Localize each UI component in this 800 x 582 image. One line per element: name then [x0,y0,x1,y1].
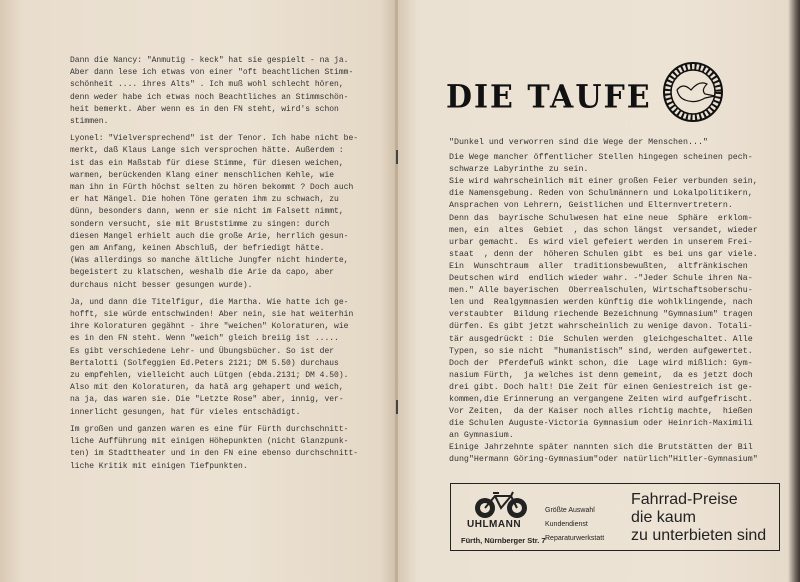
text-line: merkt, daß Klaus Lange sich versprochen hätte. Außerdem : [70,146,344,156]
text-line: er hat Mängel. Die hohen Töne geraten ihm zu schwach, zu [70,195,339,205]
text-line: dung"Hermann Göring-Gymnasium"oder natürlich"Hitler-Gymnasium" [449,455,758,465]
ad-address: Fürth, Nürnberger Str. 7 [461,536,546,545]
left-page [0,0,396,582]
text-line: verstaubter Bildung riechende Bezeichnung "Gymnasium" tragen [449,310,753,320]
text-line: na ja, das waren sie. Die "Letzte Rose" aber, innig, ver- [70,395,344,405]
paragraph [70,133,390,292]
text-line: innerlicht gesungen, hat für vieles entschädigt. [70,407,301,417]
text-line: "Dunkel und verworren sind die Wege der Menschen..." [449,138,708,147]
text-line: zu empfehlen, vielleicht auch Lütgen (ebda.2131; DM 4.50). [70,371,349,381]
text-line: men." Alle bayerischen Oberrealschulen, Wirtschaftsoberschu- [449,286,753,296]
text-line: schwarze Labyrinthe zu sein. [449,165,589,175]
text-line: warmen, berückenden Klang einer menschlichen Kehle, wie [70,170,335,180]
text-line: len und Realgymnasien werden künftig die wohlklingende, nach [449,298,753,308]
text-line: drei gibt. Doch halt! Die Zeit für einen Geniestreich ist ge- [449,382,753,392]
text-line: ihre Koloraturen gegähnt - ihre "weichen" Koloraturen, wie [70,322,349,332]
text-line: schönheit .... ihres Alts" . Ich muß wohl schlecht hören, [70,80,344,90]
right-text-column [449,137,789,470]
text-line: Ansprachen von Lehrern, Geistlichen und Elternvertretern. [449,201,733,211]
text-line: es in den FN steht. Wenn "weich" gleich breiig ist ..... [70,334,339,344]
text-line: tär ausgedrückt : Die Schulen werden gleichgeschaltet. Alle [449,334,753,344]
ad-feature: Kundendienst [545,521,588,528]
paragraph [70,424,390,473]
text-line: kommen,die Erinnerung an vergangene Zeiten wird aufgefrischt. [449,394,753,404]
text-line: Denn das bayrische Schulwesen hat eine neue Sphäre erklom- [449,213,753,223]
text-line: Es gibt verschiedene Lehr- und Übungsbücher. So ist der [70,346,335,356]
text-line: Ein Wunschtraum aller traditionsbewußten, altfränkischen [449,261,748,271]
text-line: Deutschen wird endlich wieder wahr. -"Jeder Schule ihren Na- [449,274,753,284]
ad-brand: UHLMANN [467,519,522,530]
text-line: Im großen und ganzen waren es eine für Fürth durchschnitt- [70,424,349,434]
paragraph [449,137,789,149]
text-line: diesen Mangel erhielt auch die große Arie, herrlich gesun- [70,231,349,241]
text-line: durchaus nicht besser gesungen wurde). [70,280,253,290]
text-line: man ihn in Fürth höchst selten zu hören bekommt ? Doch auch [70,183,354,193]
text-line: an Gymnasium. [449,431,514,441]
left-text-column [70,55,390,478]
text-line: liche Aufführung mit einigen Höhepunkten (nicht Glanzpunk- [70,437,349,447]
ad-slogan-line: Fahrrad-Preise [631,491,738,508]
text-line: liche Kritik mit einigen Tiefpunkten. [70,461,248,471]
advertisement [450,483,780,551]
text-line: die Namensgebung. Reden von Schulmännern und Lokalpolitikern, [449,189,753,199]
text-line: hofft, sie würde entschwinden! Aber nein, sie hat weiterhin [70,310,354,320]
ad-slogan-line: die kaum [631,509,696,526]
ad-slogan-line: zu unterbieten sind [631,527,767,544]
text-line: begeistert zu klatschen, weshalb die Arie da capo, aber [70,268,335,278]
paragraph [70,55,390,128]
text-line: gen am Anfang, keinen Abschluß, der befriedigt hätte. [70,244,325,254]
text-line: urbar gemacht. Es wird viel gefeiert werden in unserem Frei- [449,237,753,247]
text-line: Lyonel: "Vielversprechend" ist der Tenor. Ich habe nicht be- [70,134,359,144]
dove-emblem-icon [661,60,725,124]
ad-feature: Reparaturwerkstatt [545,535,605,542]
text-line: Doch der Pferdefuß winkt schon, die Lage wird mißlich: Gym- [449,358,753,368]
text-line: stimmen. [70,117,109,127]
text-line: denn weder habe ich etwas noch Beachtliches an Stimmschön- [70,92,349,102]
text-line: dünn, besonders dann, wenn er sie nicht im Falsett nimmt, [70,207,344,217]
right-page [398,0,800,582]
text-line: heit bemerkt. Aber wenn es in den FN steht, wird's schon [70,104,339,114]
ad-features [545,504,604,546]
text-line: Sie wird wahrscheinlich mit einer großen Feier verbunden sein, [449,177,758,187]
text-line: nasium Fürth, ja welches ist denn gemeint, da es jetzt doch [449,370,753,380]
paragraph [70,297,390,419]
text-line: ten) im Stadttheater und in den FN eine ebenso durchschnitt- [70,449,359,459]
text-line: Typen, so sie nicht "humanistisch" sind, werden aufgewertet. [449,346,753,356]
text-line: men, ein altes Gebiet , das schon längst versandet, wieder [449,225,758,235]
text-line: ist das ein Maßstab für diese Stimme, für diesen weichen, [70,158,344,168]
text-line: Aber dann lese ich etwas von einer "oft beachtlichen Stimm- [70,68,354,78]
text-line: Vor Zeiten, da der Kaiser noch alles richtig machte, hießen [449,407,753,417]
text-line: staat , denn der höheren Schulen gibt es bei uns gar viele. [449,249,758,259]
ad-feature: Größte Auswahl [545,507,595,514]
text-line: (Was allerdings so manche ältliche Jungfer nicht hinderte, [70,256,349,266]
bicycle-icon [471,490,531,520]
text-line: Also mit den Koloraturen, da hatâ arg gehapert und weich, [70,383,344,393]
paragraph [449,152,789,466]
text-line: dürfen. Es gibt jetzt wahrscheinlich zu wenige davon. Totali- [449,322,753,332]
ad-slogan [631,491,766,545]
text-line: Dann die Nancy: "Anmutig - keck" hat sie gespielt - na ja. [70,56,349,65]
text-line: sondern versucht, sie mit Bruststimme zu singen: durch [70,219,330,229]
text-line: Einige Jahrzehnte später nannten sich die Brutstätten der Bil [449,443,753,453]
text-line: Bertalotti (Solfeggien Ed.Peters 2121; DM 5.50) durchaus [70,358,339,368]
text-line: die Schulen Auguste-Victoria Gymnasium oder Heinrich-Maximili [449,419,753,429]
text-line: Die Wege mancher öffentlicher Stellen hingegen scheinen pech- [449,153,753,163]
article-title: DIE TAUFE [446,79,652,116]
text-line: Ja, und dann die Titelfigur, die Martha. Wie hatte ich ge- [70,297,349,307]
